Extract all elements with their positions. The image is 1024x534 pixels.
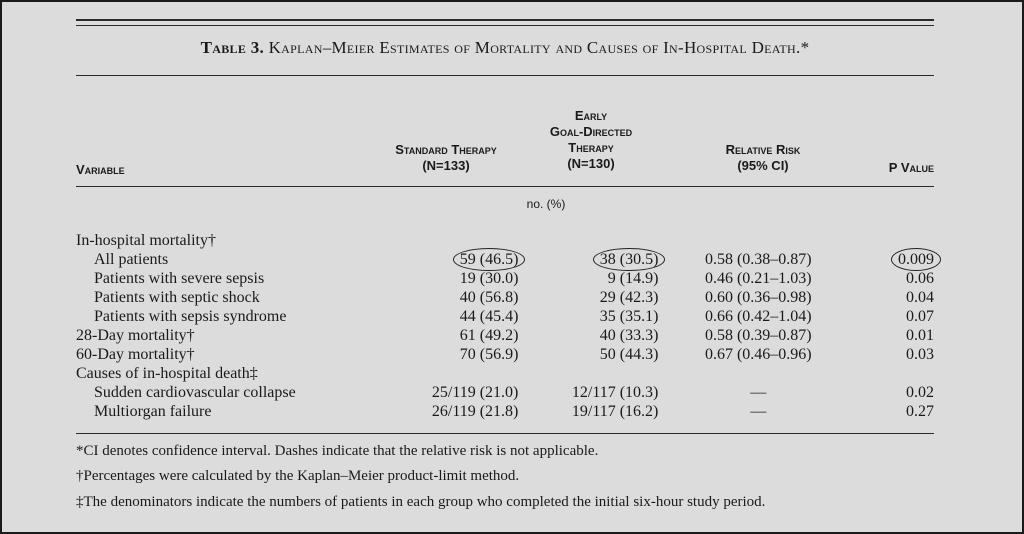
table-row [76, 383, 934, 402]
table-row [76, 231, 934, 250]
row-label: Patients with severe sepsis [94, 270, 265, 287]
egdt-value [543, 231, 658, 250]
spacer [518, 383, 543, 402]
header-egdt-line1: Early [574, 108, 608, 123]
spacer [518, 231, 543, 250]
table-row [76, 269, 934, 288]
spacer [518, 364, 543, 383]
p-value: 0.03 [906, 346, 934, 363]
table-row [76, 250, 934, 269]
standard-therapy-value: 40 (56.8) [459, 289, 519, 306]
standard-therapy-value: 25/119 (21.0) [431, 384, 519, 401]
row-label: 60-Day mortality† [76, 346, 195, 363]
spacer [518, 345, 543, 364]
header-egdt [516, 108, 666, 172]
egdt-value: 19/117 (16.2) [571, 403, 659, 420]
header-p-value: P Value [888, 160, 934, 175]
table-row [76, 307, 934, 326]
p-value [858, 364, 934, 383]
egdt-value: 9 (14.9) [607, 270, 659, 287]
relative-risk-value: 0.66 (0.42–1.04) [704, 308, 812, 325]
row-label: Sudden cardiovascular collapse [94, 384, 296, 401]
row-label: All patients [94, 251, 169, 268]
bottom-rule [76, 433, 934, 434]
table-row [76, 288, 934, 307]
spacer [518, 402, 543, 421]
standard-therapy-value: 19 (30.0) [459, 270, 519, 287]
standard-therapy-value [389, 250, 519, 269]
circled-value: 0.009 [891, 248, 941, 271]
top-rule-thin [76, 25, 934, 26]
circled-value: 59 (46.5) [453, 248, 526, 271]
egdt-value [543, 250, 658, 269]
header-variable: Variable [76, 162, 125, 177]
row-label: Patients with sepsis syndrome [94, 308, 287, 325]
egdt-value: 40 (33.3) [599, 327, 659, 344]
header-rr-line1: Relative Risk [725, 142, 801, 157]
header-egdt-line4: (N=130) [567, 156, 615, 171]
row-label: Multiorgan failure [94, 403, 212, 420]
relative-risk-value: 0.46 (0.21–1.03) [704, 270, 812, 287]
circled-value: 38 (30.5) [593, 248, 666, 271]
top-rule [76, 19, 934, 21]
p-value: 0.27 [906, 403, 934, 420]
header-standard-line2: (N=133) [422, 158, 470, 173]
header-egdt-line3: Therapy [568, 140, 614, 155]
title-rule [76, 75, 934, 76]
standard-therapy-value: 70 (56.9) [459, 346, 519, 363]
standard-therapy-value: 44 (45.4) [459, 308, 519, 325]
table-title [76, 38, 934, 58]
p-value: 0.04 [906, 289, 934, 306]
unit-label: no. (%) [526, 197, 566, 211]
footnote-denominators: ‡The denominators indicate the numbers of patients in each group who completed the initial six-hour study period. [76, 494, 766, 510]
row-label: Causes of in-hospital death‡ [76, 365, 258, 382]
relative-risk-value: — [750, 403, 767, 420]
egdt-value: 29 (42.3) [599, 289, 659, 306]
header-rule [76, 186, 934, 187]
spacer [518, 307, 543, 326]
row-label: 28-Day mortality† [76, 327, 195, 344]
table-row [76, 326, 934, 345]
mortality-table [76, 231, 934, 421]
table-row [76, 364, 934, 383]
standard-therapy-value: 61 (49.2) [459, 327, 519, 344]
table-row [76, 402, 934, 421]
table-label: Table 3. [200, 38, 265, 57]
standard-therapy-value [389, 364, 519, 383]
relative-risk-value [658, 364, 858, 383]
egdt-value: 35 (35.1) [599, 308, 659, 325]
spacer [518, 326, 543, 345]
header-egdt-line2: Goal-Directed [549, 124, 633, 139]
relative-risk-value [658, 231, 858, 250]
table-row [76, 345, 934, 364]
standard-therapy-value: 26/119 (21.8) [431, 403, 519, 420]
spacer [518, 269, 543, 288]
relative-risk-value: 0.67 (0.46–0.96) [704, 346, 812, 363]
header-standard-line1: Standard Therapy [395, 142, 497, 157]
egdt-value [543, 364, 658, 383]
footnote-ci: *CI denotes confidence interval. Dashes indicate that the relative risk is not applicable. [76, 443, 599, 459]
spacer [518, 288, 543, 307]
row-label: Patients with septic shock [94, 289, 260, 306]
relative-risk-value: 0.58 (0.38–0.87) [704, 251, 812, 268]
p-value: 0.06 [906, 270, 934, 287]
p-value: 0.02 [906, 384, 934, 401]
header-standard-therapy [361, 142, 531, 174]
p-value [858, 231, 934, 250]
table-page [76, 2, 936, 532]
footnote-kaplan-meier: †Percentages were calculated by the Kaplan–Meier product-limit method. [76, 468, 520, 484]
p-value [858, 250, 934, 269]
header-relative-risk [683, 142, 843, 174]
relative-risk-value: 0.58 (0.39–0.87) [704, 327, 812, 344]
table-caption: Kaplan–Meier Estimates of Mortality and Causes of In-Hospital Death.* [268, 38, 810, 57]
relative-risk-value: 0.60 (0.36–0.98) [704, 289, 812, 306]
egdt-value: 12/117 (10.3) [571, 384, 659, 401]
p-value: 0.01 [906, 327, 934, 344]
egdt-value: 50 (44.3) [599, 346, 659, 363]
p-value: 0.07 [906, 308, 934, 325]
header-rr-line2: (95% CI) [737, 158, 789, 173]
row-label: In-hospital mortality† [76, 232, 216, 249]
standard-therapy-value [389, 231, 519, 250]
relative-risk-value: — [750, 384, 767, 401]
